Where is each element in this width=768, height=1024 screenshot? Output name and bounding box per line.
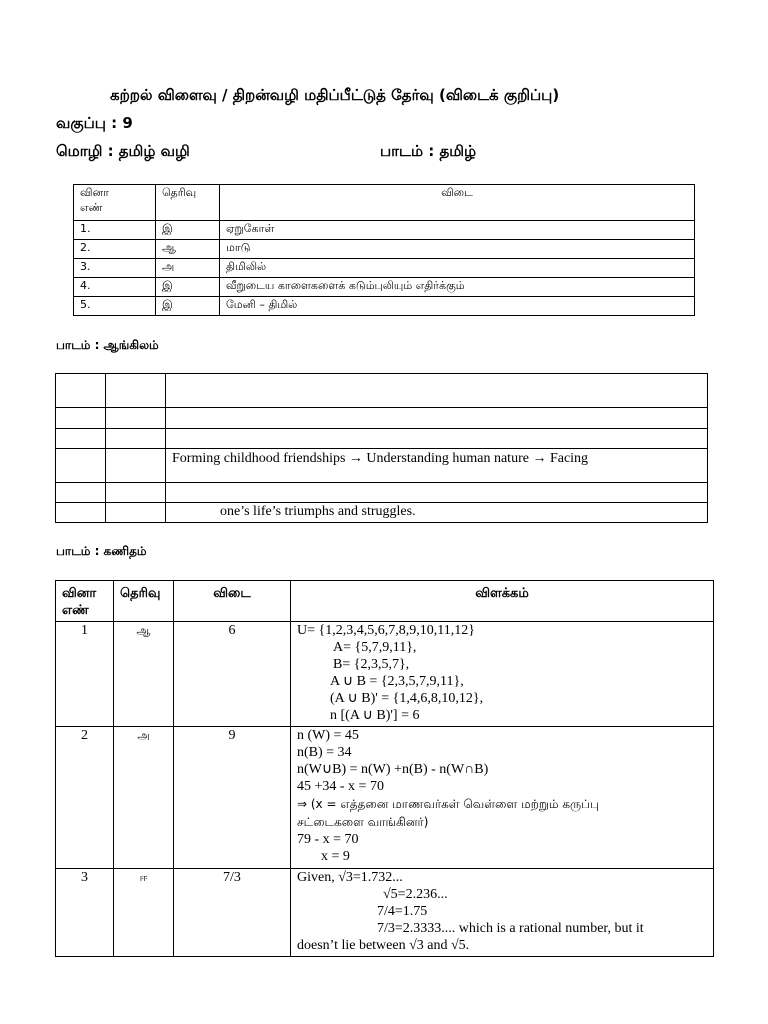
explanation-cell: n (W) = 45 n(B) = 34 n(W∪B) = n(W) +n(B) - n(W∩B) 45 +34 - x = 70 ⇒ (x = எத்தனை மாணவர்கள் வெள்ளை மற்றும் கருப்பு சட்டைகளை வாங்கினர்) 79 - x = 70 x = 9 — [291, 727, 714, 869]
answer-cell: 7/3 — [174, 869, 291, 957]
question-number: 2 — [56, 727, 114, 869]
option-cell: அ — [114, 727, 174, 869]
answer-cell: திமிலில் — [220, 259, 695, 278]
medium-label: மொழி : தமிழ் வழி — [56, 142, 190, 160]
answer-cell: Forming childhood friendships → Understanding human nature → Facing — [166, 449, 708, 483]
question-number-header: வினா எண் — [74, 185, 156, 221]
table-row — [74, 278, 695, 297]
table-row — [56, 727, 714, 869]
table-row — [74, 259, 695, 278]
answer-cell: மேனி – திமில் — [220, 297, 695, 316]
option-header: தெரிவு — [156, 185, 220, 221]
option-cell: ஆ — [114, 622, 174, 727]
question-number: 1 — [56, 622, 114, 727]
table-row — [56, 449, 708, 483]
option-cell: இ — [156, 297, 220, 316]
table-row — [74, 221, 695, 240]
explanation-cell: Given, √3=1.732... √5=2.236... 7/4=1.75 7/3=2.3333.... which is a rational number, but it doesn’t lie between √3 and √5. — [291, 869, 714, 957]
answer-cell: வீறுடைய காளைகளைக் கடும்புலியும் எதிர்க்கும் — [220, 278, 695, 297]
maths-answer-table — [55, 580, 714, 957]
option-cell: அ — [156, 259, 220, 278]
answer-cell: 9 — [174, 727, 291, 869]
answer-cell: ஏறுகோள் — [220, 221, 695, 240]
tamil-answer-table — [73, 184, 695, 316]
table-row — [74, 240, 695, 259]
explanation-header: விளக்கம் — [291, 581, 714, 622]
question-number: 3 — [56, 869, 114, 957]
answer-cell: 6 — [174, 622, 291, 727]
question-number-header: வினா எண் — [56, 581, 114, 622]
page-title: கற்றல் விளைவு / திறன்வழி மதிப்பீட்டுத் தேர்வு (விடைக் குறிப்பு) — [110, 86, 560, 104]
table-row — [56, 429, 708, 449]
answer-cell: மாடு — [220, 240, 695, 259]
table-header-row — [74, 185, 695, 221]
table-row — [56, 622, 714, 727]
question-number: 3. — [74, 259, 156, 278]
option-cell: ஈ — [114, 869, 174, 957]
option-cell: இ — [156, 278, 220, 297]
question-number: 1. — [74, 221, 156, 240]
question-number: 4. — [74, 278, 156, 297]
option-cell: இ — [156, 221, 220, 240]
table-row — [56, 408, 708, 429]
option-header: தெரிவு — [114, 581, 174, 622]
question-number: 5. — [74, 297, 156, 316]
option-cell: ஆ — [156, 240, 220, 259]
answer-header: விடை — [220, 185, 695, 221]
table-row — [56, 374, 708, 408]
maths-section-heading: பாடம் : கணிதம் — [56, 544, 147, 558]
answer-cell: one’s life’s triumphs and struggles. — [166, 503, 708, 523]
explanation-cell: U= {1,2,3,4,5,6,7,8,9,10,11,12} A= {5,7,9,11}, B= {2,3,5,7}, A ∪ B = {2,3,5,7,9,11}, (A ∪ B)' = {1,4,6,8,10,12}, n [(A ∪ B)'] = 6 — [291, 622, 714, 727]
table-header-row — [56, 581, 714, 622]
answer-header: விடை — [174, 581, 291, 622]
subject-label: பாடம் : தமிழ் — [380, 142, 477, 160]
table-row — [56, 869, 714, 957]
table-row — [56, 483, 708, 503]
table-row — [74, 297, 695, 316]
class-label: வகுப்பு : 9 — [56, 114, 133, 132]
english-section-heading: பாடம் : ஆங்கிலம் — [56, 338, 159, 352]
table-row — [56, 503, 708, 523]
question-number: 2. — [74, 240, 156, 259]
english-answer-table — [55, 373, 708, 523]
